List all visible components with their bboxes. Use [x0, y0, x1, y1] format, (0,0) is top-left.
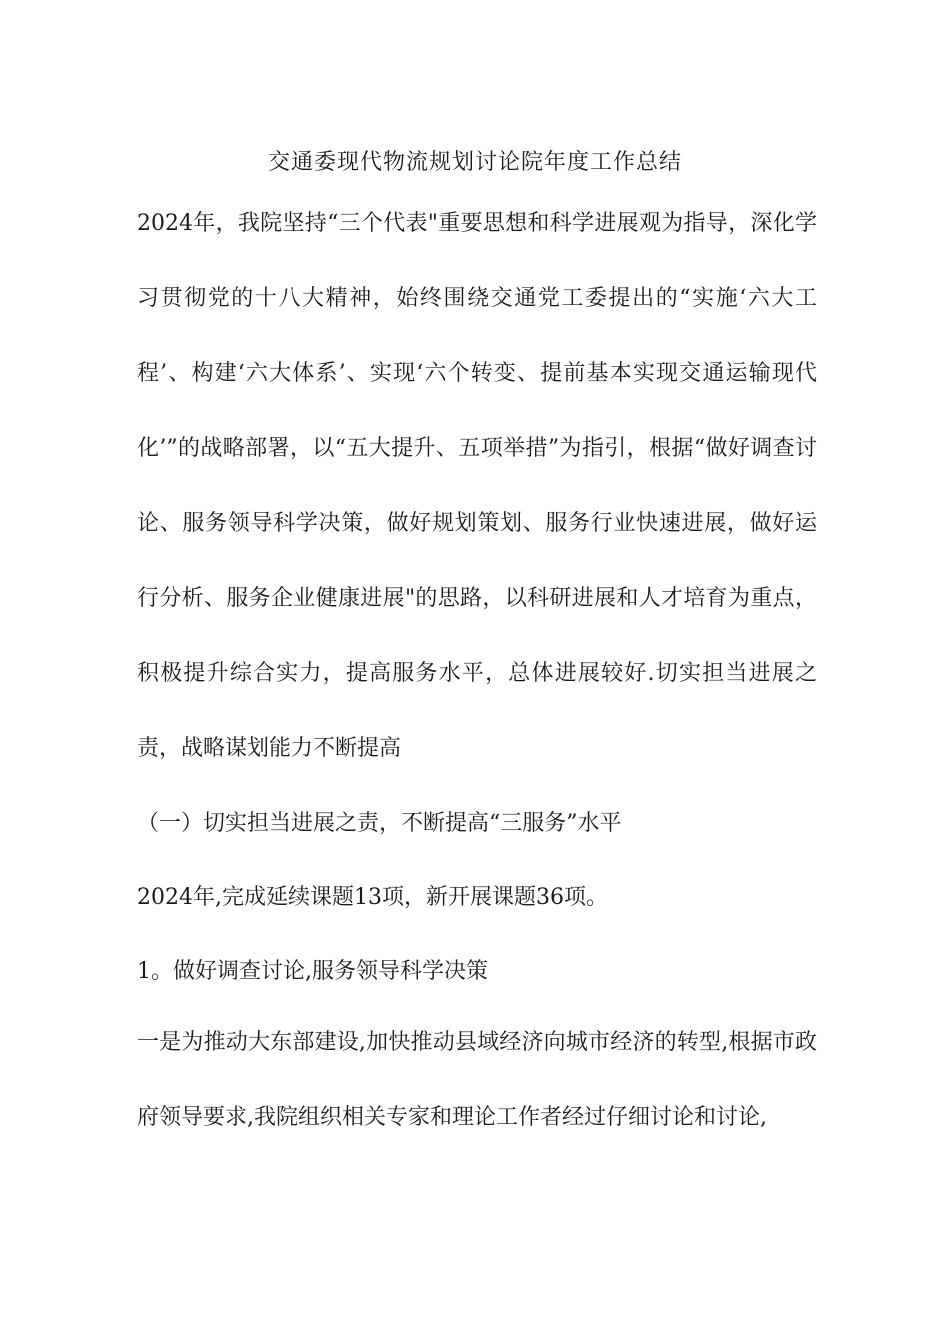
section-heading-1: （一）切实担当进展之责，不断提高“三服务”水平 [137, 811, 622, 836]
body-paragraph: 一是为推动大东部建设,加快推动县域经济向城市经济的转型,根据市政府领导要求,我院组织相关专家和理论工作者经过仔细讨论和讨论, [137, 1030, 817, 1130]
summary-paragraph: 2024年,完成延续课题13项，新开展课题36项。 [137, 885, 608, 910]
subsection-heading-1: 1。做好调查讨论,服务领导科学决策 [137, 959, 488, 984]
intro-paragraph: 2024年，我院坚持“三个代表"重要思想和科学进展观为指导，深化学习贯彻党的十八大精神，始终围绕交通党工委提出的“实施‘六大工程’、构建‘六大体系’、实现‘六个转变、提前基本实现交通运输现代化’”的战略部署，以“五大提升、五项举措”为指引，根据“做好调查讨论、服务领导科学决策，做好规划策划、服务行业快速进展，做好运行分析、服务企业健康进展"的思路，以科研进展和人才培育为重点，积极提升综合实力，提高服务水平，总体进展较好.切实担当进展之责，战略谋划能力不断提高 [137, 211, 817, 761]
document-title: 交通委现代物流规划讨论院年度工作总结 [267, 150, 682, 175]
